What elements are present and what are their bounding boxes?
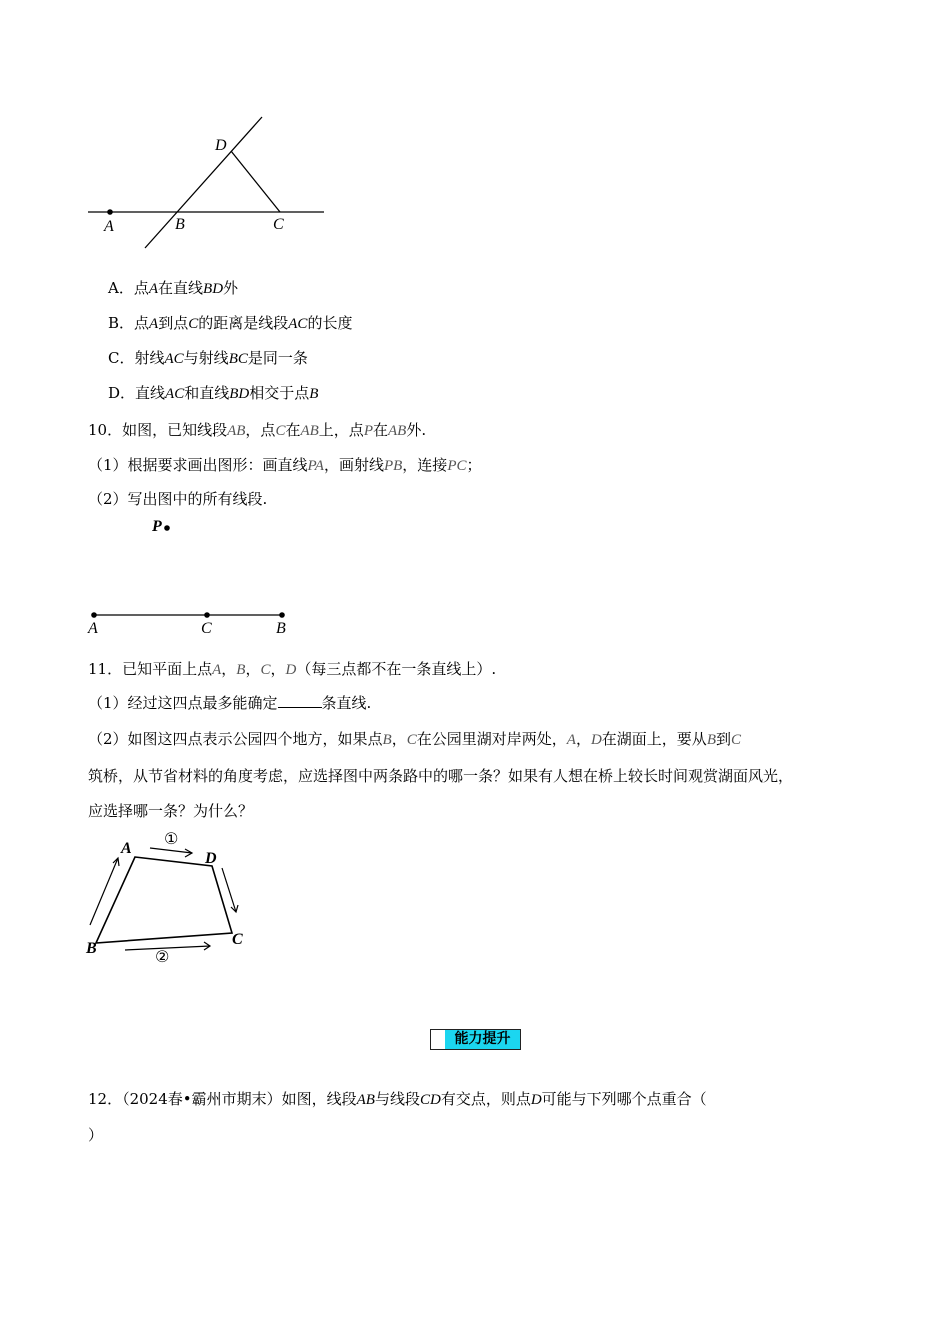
math: A [566, 732, 576, 748]
label-c: C [232, 931, 243, 948]
text: 可能与下列哪个点重合（ [541, 1090, 707, 1108]
label-d: D [215, 137, 227, 154]
math: PC [447, 458, 467, 474]
option-letter: C． [108, 349, 135, 367]
label-c: C [273, 216, 284, 233]
label-c: C [201, 620, 212, 637]
section-title: 能力提升 [445, 1030, 520, 1049]
text: （1）经过这四点最多能确定 [88, 694, 278, 712]
text: ， [270, 660, 286, 678]
option-var: BC [228, 351, 248, 367]
text: ； [466, 456, 482, 474]
option-text: 在直线 [158, 279, 204, 297]
label-b: B [175, 216, 185, 233]
q12-stem [88, 1088, 707, 1109]
option-var: BD [203, 281, 224, 297]
text: 上，点 [318, 421, 364, 439]
text: 在湖面上，要从 [601, 730, 707, 748]
text: 10．如图，已知线段 [88, 421, 228, 439]
math: B [236, 662, 246, 678]
math: D [590, 732, 602, 748]
math: AB [227, 423, 246, 439]
option-text: 到点 [158, 314, 189, 332]
option-var: AC [164, 351, 184, 367]
text: ， [221, 660, 237, 678]
math: C [275, 423, 286, 439]
option-text: 的距离是线段 [198, 314, 289, 332]
math: C [406, 732, 417, 748]
option-text: 外 [223, 279, 239, 297]
text: 条直线. [321, 694, 372, 712]
label-b: B [276, 620, 286, 637]
label-d: D [205, 850, 217, 867]
math: PB [383, 458, 403, 474]
label-a: A [88, 620, 98, 637]
option-var: AC [165, 386, 185, 402]
math: AB [388, 423, 407, 439]
text: ， [575, 730, 591, 748]
text: 在公园里湖对岸两处， [416, 730, 567, 748]
quadrilateral-abcd [96, 857, 232, 943]
math: P [363, 423, 373, 439]
math: AB [300, 423, 319, 439]
route-2-marker: ② [155, 947, 170, 966]
math: B [706, 732, 716, 748]
option-text: 直线 [135, 384, 166, 402]
text: ， [245, 660, 261, 678]
text: （2）如图这四点表示公园四个地方，如果点 [88, 730, 383, 748]
label-a: A [104, 218, 114, 235]
q12-stem-line2: ） [88, 1126, 104, 1144]
option-var: BD [229, 386, 250, 402]
math: C [260, 662, 271, 678]
option-var: B [309, 386, 319, 402]
option-var: C [188, 316, 199, 332]
math: C [731, 732, 742, 748]
text: 外. [406, 421, 427, 439]
text: ，画射线 [323, 456, 384, 474]
q11-part2-line3: 应选择哪一条？为什么？ [88, 802, 254, 820]
option-text: 与射线 [183, 349, 229, 367]
text: ，点 [245, 421, 276, 439]
option-letter: B． [108, 314, 135, 332]
route-1-marker: ① [164, 829, 179, 848]
text: 12．（2024春•霸州市期末）如图，线段 [88, 1090, 357, 1108]
q11-part2-line2: 筑桥，从节省材料的角度考虑，应选择图中两条路中的哪一条？如果有人想在桥上较长时间观赏湖面风光， [88, 767, 794, 785]
math: PA [307, 458, 324, 474]
label-b: B [86, 940, 97, 957]
option-text: 的长度 [307, 314, 353, 332]
text: 11．已知平面上点 [88, 660, 213, 678]
option-text: 点 [133, 279, 149, 297]
math: B [382, 732, 392, 748]
var: AB [356, 1092, 375, 1108]
option-text: 点 [134, 314, 150, 332]
text: （每三点都不在一条直线上）. [296, 660, 497, 678]
arrow-b-to-a [90, 858, 118, 925]
text: （1）根据要求画出图形：画直线 [88, 456, 308, 474]
section-header-box [430, 1029, 521, 1050]
text: 到 [715, 730, 731, 748]
text: 与线段 [374, 1090, 420, 1108]
label-a: A [121, 840, 132, 857]
text: ， [391, 730, 407, 748]
option-letter: D． [108, 384, 136, 402]
option-text: 相交于点 [249, 384, 310, 402]
option-text: 是同一条 [247, 349, 308, 367]
option-text: 射线 [134, 349, 165, 367]
text: 有交点，则点 [440, 1090, 531, 1108]
text: 在 [285, 421, 301, 439]
text: ，连接 [402, 456, 448, 474]
var: D [530, 1092, 542, 1108]
option-var: A [149, 316, 159, 332]
q10-part2: （2）写出图中的所有线段. [88, 490, 268, 508]
var: CD [419, 1092, 441, 1108]
math: D [285, 662, 297, 678]
option-text: 和直线 [184, 384, 230, 402]
label-p: P [152, 518, 162, 535]
text: 在 [372, 421, 388, 439]
option-var: A [148, 281, 159, 297]
option-letter: A． [108, 279, 134, 297]
math: A [212, 662, 222, 678]
option-var: AC [288, 316, 308, 332]
